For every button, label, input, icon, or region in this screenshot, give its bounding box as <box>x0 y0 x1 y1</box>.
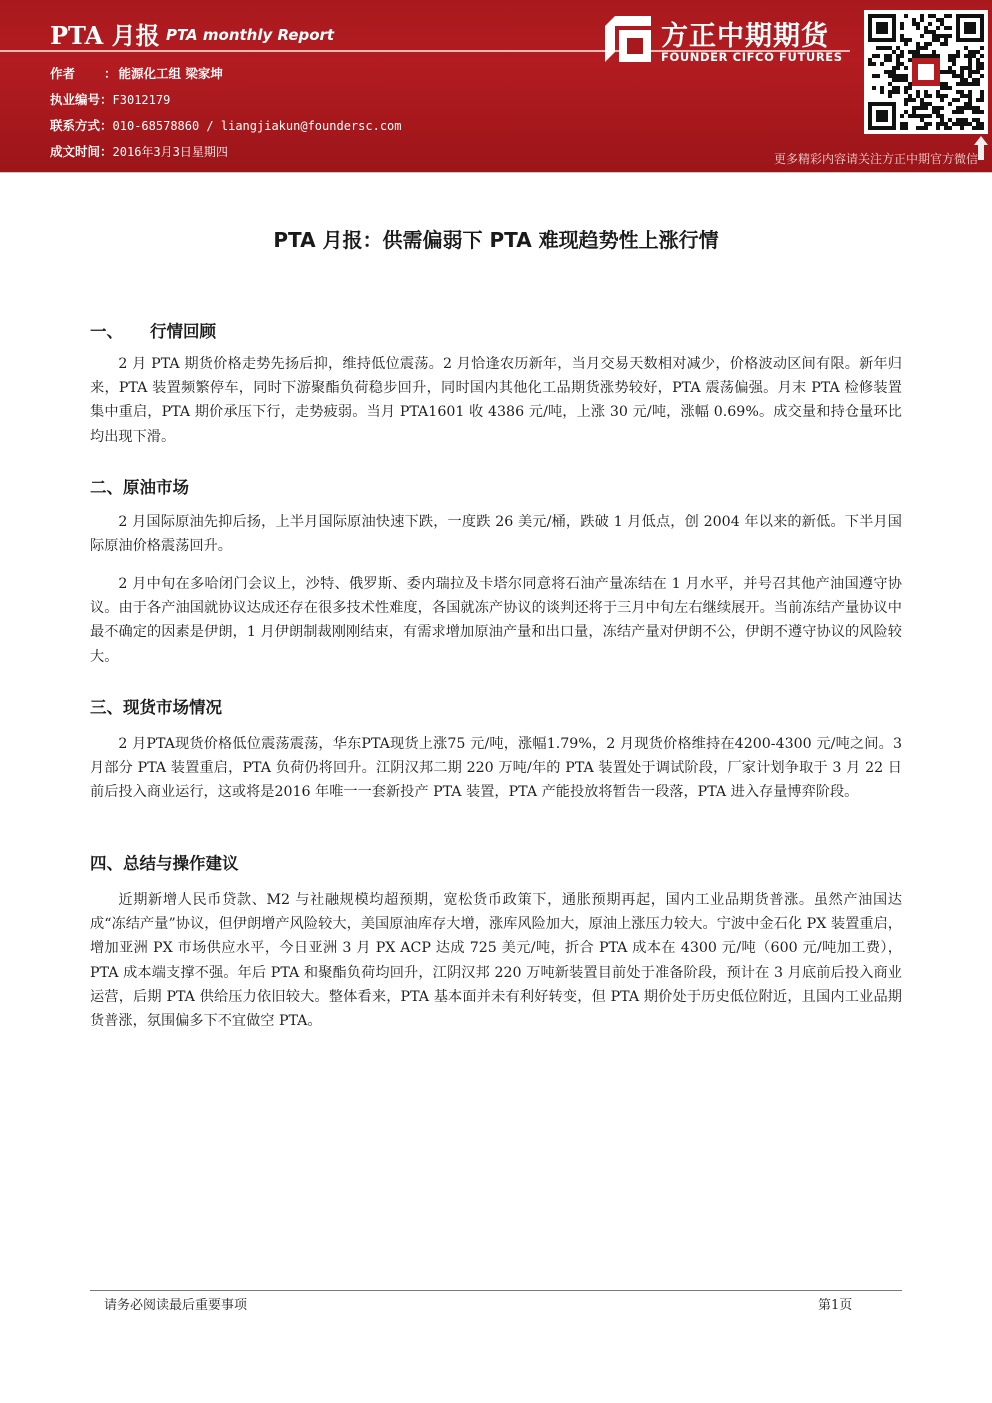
contact-line <box>50 116 402 134</box>
section-title: 原油市场 <box>123 478 189 497</box>
wechat-follow-note: 更多精彩内容请关注方正中期官方微信 <box>773 152 978 166</box>
section-title: 行情回顾 <box>150 322 216 341</box>
license-line <box>50 90 170 108</box>
section-heading-2 <box>90 474 189 498</box>
founder-logo-icon <box>605 16 651 62</box>
qr-code-icon <box>868 14 984 130</box>
report-header <box>0 0 992 172</box>
author-label: 作者 <box>50 66 76 81</box>
logo-chinese-name: 方正中期期货 <box>661 21 829 52</box>
author-value: 能源化工组 梁家坤 <box>118 66 223 81</box>
section-title: 现货市场情况 <box>123 698 222 717</box>
section-number: 四、 <box>90 854 123 873</box>
footer-disclaimer: 请务必阅读最后重要事项 <box>104 1298 248 1313</box>
document-title: PTA 月报：供需偏弱下 PTA 难现趋势性上涨行情 <box>273 228 719 252</box>
company-logo <box>605 14 857 70</box>
paragraph: 2 月 PTA 期货价格走势先扬后抑，维持低位震荡。2 月恰逢农历新年，当月交易天数相对减少，价格波动区间有限。新年归来，PTA 装置频繁停车，同时下游聚酯负荷稳步回升，同时国内其他化工品期货涨势较好，PTA 震荡偏强。月末 PTA 检修装置集中重启，PTA 期价承压下行，走势疲弱。当月 PTA1601 收 4386 元/吨，上涨 30 元/吨，涨幅 0.69%。成交量和持仓量环比均出现下滑。 <box>90 356 902 445</box>
section-title: 总结与操作建议 <box>123 854 239 873</box>
footer-divider <box>90 1290 902 1291</box>
contact-label: 联系方式： <box>50 118 113 133</box>
section-heading-4 <box>90 850 239 874</box>
license-label: 执业编号： <box>50 92 113 107</box>
logo-english-name: FOUNDER CIFCO FUTURES <box>661 50 843 64</box>
section-number: 一、 <box>90 322 123 341</box>
section-heading-1 <box>90 318 216 342</box>
section-number: 二、 <box>90 478 123 497</box>
report-subtitle: PTA monthly Report <box>166 26 335 44</box>
license-value: F3012179 <box>112 93 171 107</box>
paragraph: 近期新增人民币贷款、M2 与社融规模均超预期，宽松货币政策下，通胀预期再起，国内工业品期货普涨。虽然产油国达成“冻结产量”协议，但伊朗增产风险较大，美国原油库存大增，涨库风险加大，原油上涨压力较大。宁波中金石化 PX 装置重启，增加亚洲 PX 市场供应水平，今日亚洲 3 月 PX ACP 达成 725 美元/吨，折合 PTA 成本在 4300 元/吨（600 元/吨加工费），PTA 成本端支撑不强。年后 PTA 和聚酯负荷均回升，江阴汉邦 220 万吨新装置目前处于准备阶段，预计在 3 月底前后投入商业运营，后期 PTA 供给压力依旧较大。整体看来，PTA 基本面并未有利好转变，但 PTA 期价处于历史低位附近，且国内工业品期货普涨，氛围偏多下不宜做空 PTA。 <box>90 892 902 1030</box>
report-title: PTA 月报 <box>50 21 160 50</box>
section-number: 三、 <box>90 698 123 717</box>
page-number: 第1页 <box>818 1298 853 1313</box>
author-line <box>50 64 223 82</box>
author-colon: ： <box>104 66 117 81</box>
wechat-qr-code <box>864 10 988 134</box>
date-line <box>50 142 228 160</box>
contact-value: 010-68578860 / liangjiakun@foundersc.com <box>112 119 402 133</box>
section-heading-3 <box>90 694 222 718</box>
header-bottom-divider <box>0 172 992 173</box>
date-value: 2016年3月3日星期四 <box>112 145 228 159</box>
date-label: 成文时间： <box>50 144 113 159</box>
paragraph: 2 月国际原油先抑后扬，上半月国际原油快速下跌，一度跌 26 美元/桶，跌破 1 月低点，创 2004 年以来的新低。下半月国际原油价格震荡回升。 <box>90 514 902 555</box>
paragraph: 2 月中旬在多哈闭门会议上，沙特、俄罗斯、委内瑞拉及卡塔尔同意将石油产量冻结在 1 月水平，并号召其他产油国遵守协议。由于各产油国就协议达成还存在很多技术性难度，各国就冻产协议的谈判还将于三月中旬左右继续展开。当前冻结产量协议中最不确定的因素是伊朗，1 月伊朗制裁刚刚结束，有需求增加原油产量和出口量，冻结产量对伊朗不公，伊朗不遵守协议的风险较大。 <box>90 576 902 665</box>
paragraph: 2 月PTA现货价格低位震荡震荡，华东PTA现货上涨75 元/吨，涨幅1.79%，2 月现货价格维持在4200-4300 元/吨之间。3 月部分 PTA 装置重启，PTA 负荷仍将回升。江阴汉邦二期 220 万吨/年的 PTA 装置处于调试阶段，厂家计划争取于 3 月 22 日前后投入商业运行，这或将是2016 年唯一一套新投产 PTA 装置，PTA 产能投放将暂告一段落，PTA 进入存量博弈阶段。 <box>90 736 902 801</box>
